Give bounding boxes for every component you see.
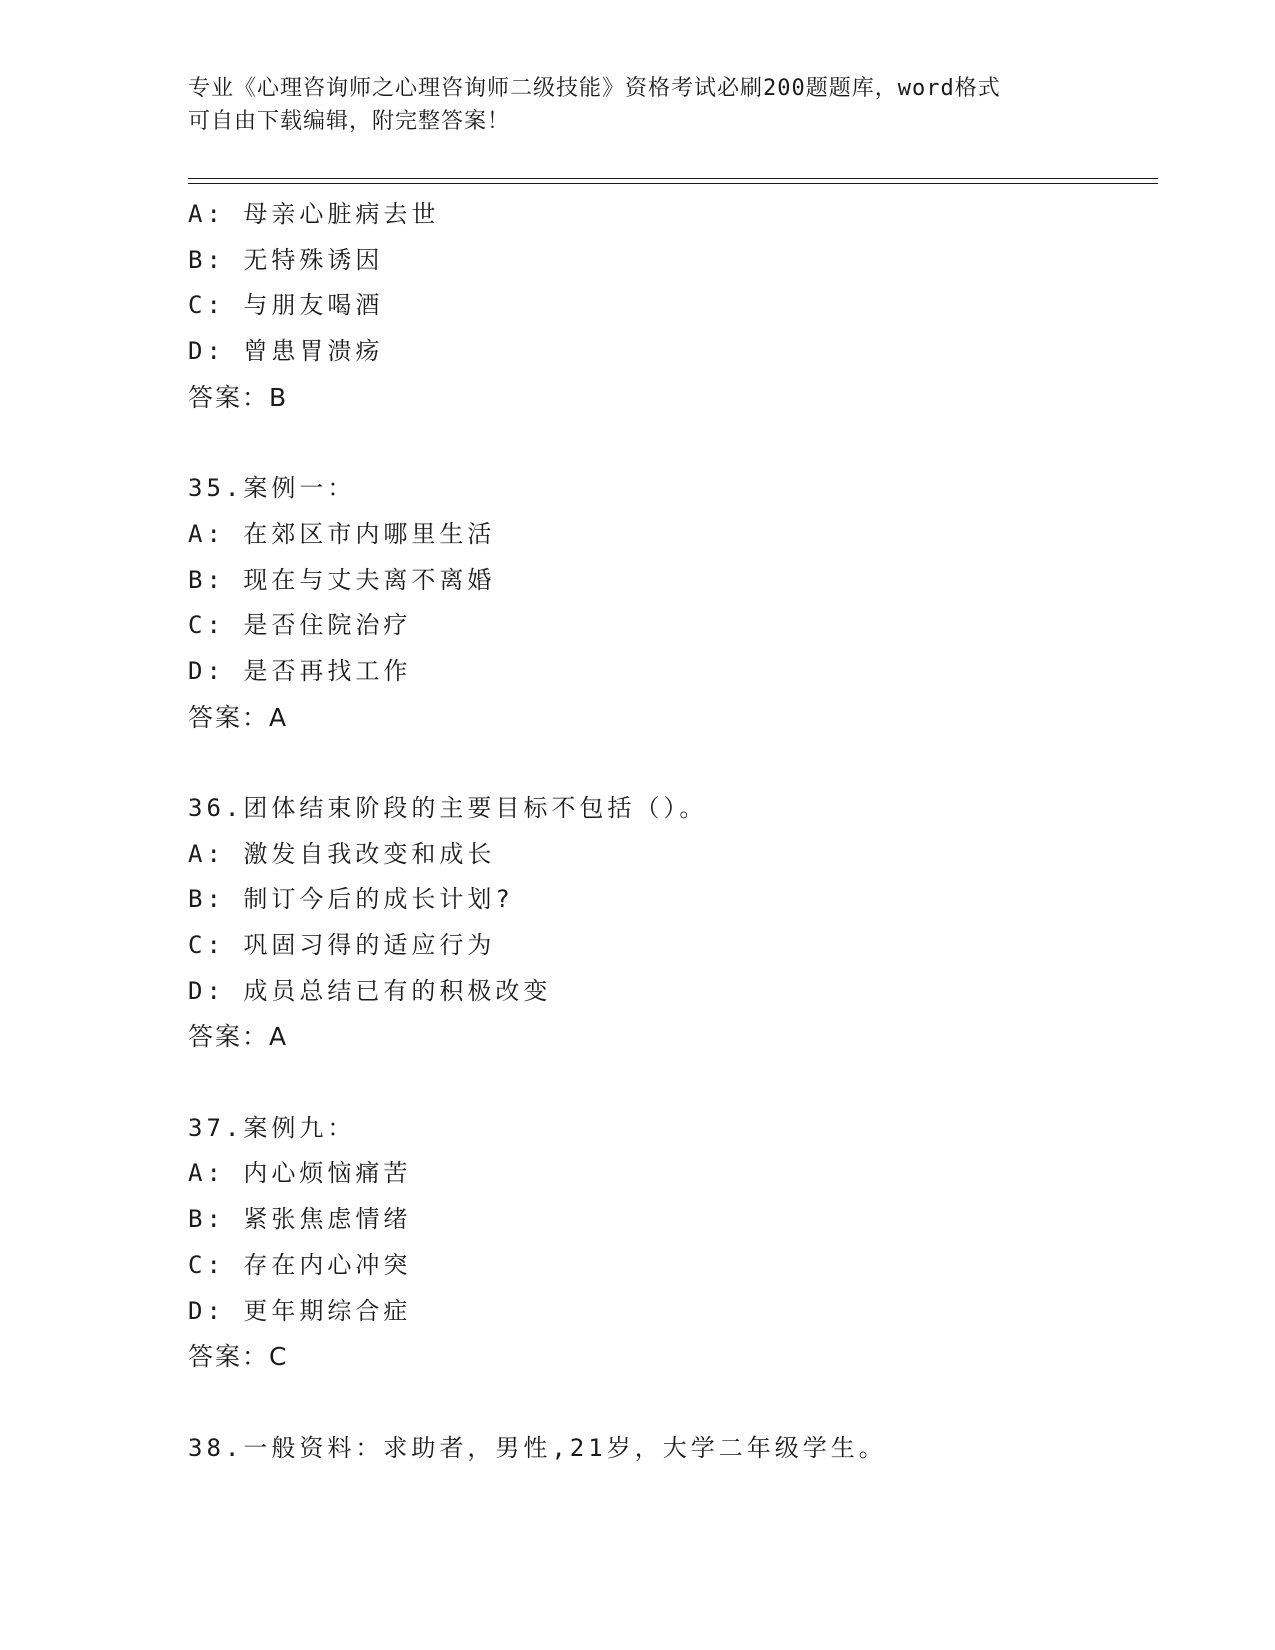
option-d: D: 曾患胃溃疡 bbox=[188, 337, 384, 366]
header-divider-top bbox=[188, 178, 1158, 179]
question-block bbox=[188, 1106, 1158, 1380]
question-stem: 35.案例一： bbox=[188, 474, 356, 503]
option-b: B: 制订今后的成长计划? bbox=[188, 885, 514, 914]
spacer bbox=[188, 1060, 1158, 1106]
question-stem: 36.团体结束阶段的主要目标不包括（）。 bbox=[188, 793, 708, 822]
option-a: A: 在郊区市内哪里生活 bbox=[188, 519, 496, 548]
header-divider-bottom bbox=[188, 183, 1158, 184]
answer-line: 答案：A bbox=[188, 1022, 289, 1052]
option-a: A: 激发自我改变和成长 bbox=[188, 839, 496, 868]
question-block bbox=[188, 786, 1158, 1060]
question-block bbox=[188, 1426, 1158, 1472]
question-block bbox=[188, 466, 1158, 740]
option-a: A: 母亲心脏病去世 bbox=[188, 200, 440, 228]
spacer bbox=[188, 740, 1158, 786]
document-header bbox=[188, 72, 1088, 138]
option-b: B: 紧张焦虑情绪 bbox=[188, 1205, 412, 1234]
option-c: C: 与朋友喝酒 bbox=[188, 291, 384, 320]
option-c: C: 存在内心冲突 bbox=[188, 1250, 412, 1279]
question-stem: 38.一般资料：求助者，男性,21岁，大学二年级学生。 bbox=[188, 1433, 887, 1462]
answer-line: 答案：B bbox=[188, 382, 289, 412]
option-d: D: 更年期综合症 bbox=[188, 1296, 412, 1325]
question-list bbox=[188, 192, 1158, 1471]
spacer bbox=[188, 420, 1158, 466]
header-line-2: 可自由下载编辑，附完整答案！ bbox=[188, 109, 511, 134]
option-d: D: 是否再找工作 bbox=[188, 656, 412, 685]
option-d: D: 成员总结已有的积极改变 bbox=[188, 976, 552, 1005]
option-b: B: 无特殊诱因 bbox=[188, 245, 384, 274]
question-block bbox=[188, 192, 1158, 420]
header-line-1: 专业《心理咨询师之心理咨询师二级技能》资格考试必刷200题题库，word格式 bbox=[188, 76, 1001, 101]
answer-line: 答案：C bbox=[188, 1342, 289, 1372]
question-stem: 37.案例九： bbox=[188, 1113, 356, 1142]
option-a: A: 内心烦恼痛苦 bbox=[188, 1159, 412, 1188]
option-b: B: 现在与丈夫离不离婚 bbox=[188, 565, 496, 594]
option-c: C: 是否住院治疗 bbox=[188, 611, 412, 640]
spacer bbox=[188, 1380, 1158, 1426]
answer-line: 答案：A bbox=[188, 702, 289, 732]
option-c: C: 巩固习得的适应行为 bbox=[188, 931, 496, 959]
